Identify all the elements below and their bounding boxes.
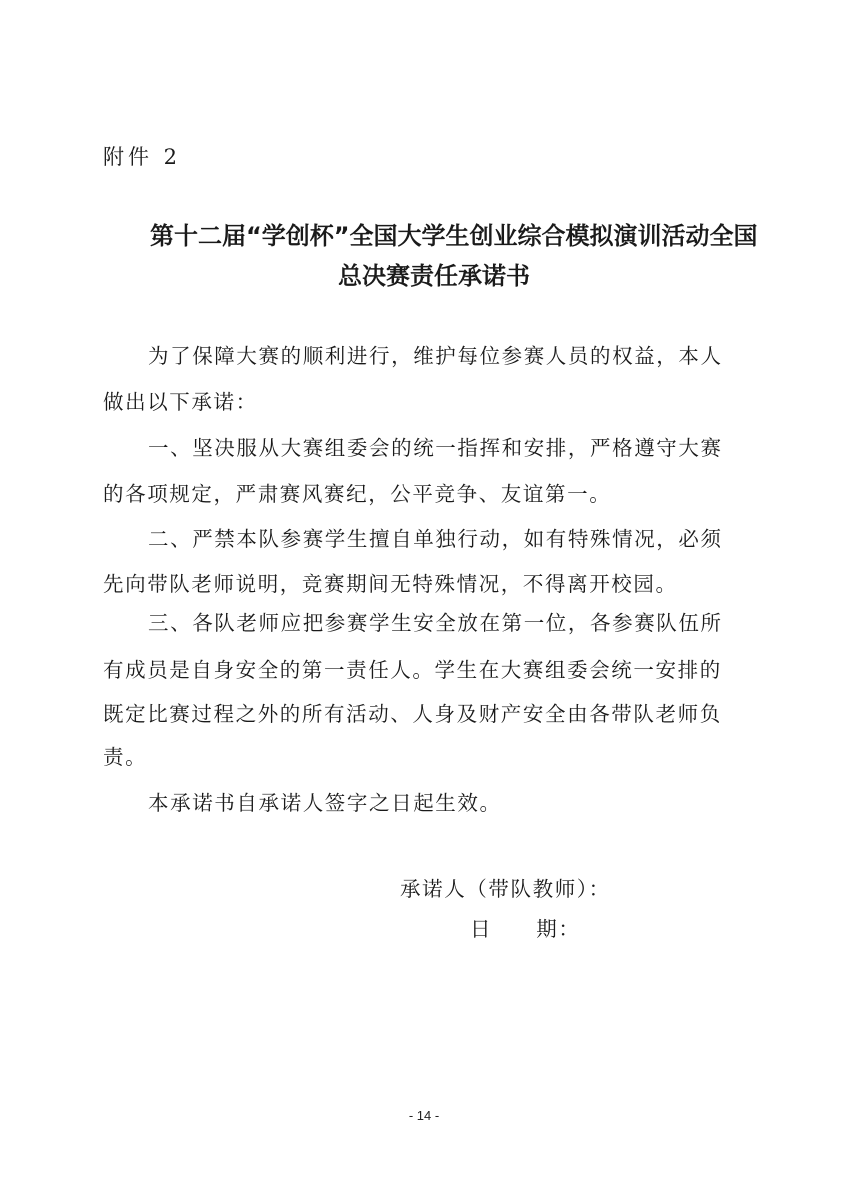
intro-line-1: 为了保障大赛的顺利进行，维护每位参赛人员的权益，本人	[148, 344, 723, 368]
signer-label: 承诺人（带队教师）：	[400, 877, 611, 901]
closing-line: 本承诺书自承诺人签字之日起生效。	[148, 791, 502, 815]
item1-line-1: 一、坚决服从大赛组委会的统一指挥和安排，严格遵守大赛	[148, 436, 723, 460]
item2-line-2: 先向带队老师说明，竞赛期间无特殊情况，不得离开校园。	[103, 572, 678, 596]
title-line-1: 第十二届“学创杯”全国大学生创业综合模拟演训活动全国	[150, 222, 758, 250]
item3-line-4: 责。	[103, 745, 148, 769]
item1-line-2: 的各项规定，严肃赛风赛纪，公平竞争、友谊第一。	[103, 482, 612, 506]
item2-line-1: 二、严禁本队参赛学生擅自单独行动，如有特殊情况，必须	[148, 527, 723, 551]
item3-line-3: 既定比赛过程之外的所有活动、人身及财产安全由各带队老师负	[103, 702, 722, 726]
date-label: 日 期：	[470, 917, 581, 941]
item3-line-2: 有成员是自身安全的第一责任人。学生在大赛组委会统一安排的	[103, 658, 722, 682]
item3-line-1: 三、各队老师应把参赛学生安全放在第一位，各参赛队伍所	[148, 611, 723, 635]
page-number: - 14 -	[408, 1108, 440, 1123]
attachment-label: 附件 2	[103, 145, 182, 169]
title-line-2: 总决赛责任承诺书	[338, 262, 530, 290]
intro-line-2: 做出以下承诺：	[103, 390, 258, 414]
